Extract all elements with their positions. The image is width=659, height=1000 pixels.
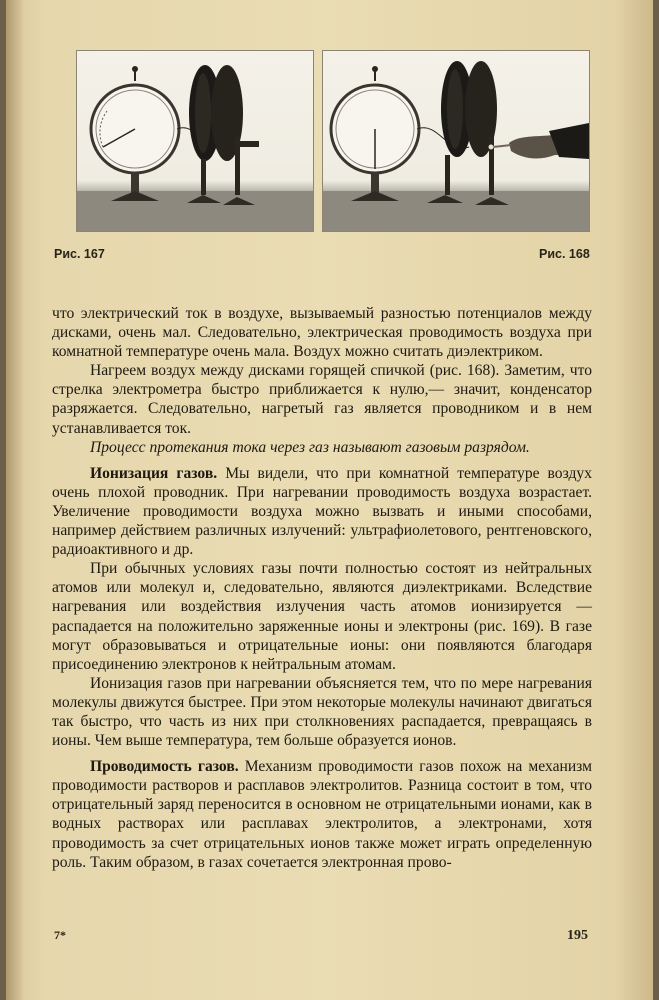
figure-168-caption: Рис. 168 [539,247,590,261]
figure-167-caption: Рис. 167 [54,247,105,261]
paragraph-ionization [52,464,592,559]
paragraph-conductivity [52,757,592,872]
document-page [6,0,653,1000]
ionization-text: Мы видели, что при комнатной температуре воздух очень плохой проводник. При нагревании проводимость воздуха возрастает. Увеличение проводимости воздуха можно вызвать и иными способами, например действием различных излучений: ультрафиолетового, рентгеновского, радиоактивного и др. [52,464,593,559]
figure-168-photo [322,50,590,232]
figure-167-photo [76,50,314,232]
electrometer-capacitor-illustration [77,51,313,231]
paragraph-heating-experiment: Нагреем воздух между дисками горящей спичкой (рис. 168). Заметим, что стрелка электрометра быстро приближается к нулю,— значит, конденсатор разряжается. Следовательно, нагретый газ является проводником и в нем устанавливается ток. [52,362,592,437]
conductivity-text: Механизм проводимости газов похож на механизм проводимости растворов и расплавов электролитов. Разница состоит в том, что отрицательный заряд переносится в основном не отрицательными ионами, как в водных растворах или расплавах электролитов, а электронами, хотя проводимость за счет отрицательных ионов также может играть определенную роль. Таким образом, в газах сочетается электронная прово- [52,758,592,871]
paragraph-continued: что электрический ток в воздухе, вызываемый разностью потенциалов между дисками, очень мал. Следовательно, электрическая проводимость воздуха при комнатной температуре очень мала. Воздух можно считать диэлектриком. [52,305,592,361]
electrometer-capacitor-heated-illustration [323,51,589,231]
heading-conductivity: Проводимость газов. [90,758,239,776]
heading-ionization: Ионизация газов. [90,464,218,482]
printer-signature: 7* [54,928,66,942]
page-number: 195 [567,928,588,943]
definition-gas-discharge: Процесс протекания тока через газ называют газовым разрядом. [90,438,530,456]
paragraph-heating-ionization: Ионизация газов при нагревании объясняется тем, что по мере нагревания молекулы движутся быстрее. При этом некоторые молекулы начинают двигаться так быстро, что часть из них при столкновениях распадается, превращаясь в ионы. Чем выше температура, тем больше образуется ионов. [52,674,592,750]
paragraph-neutral-atoms: При обычных условиях газы почти полностью состоят из нейтральных атомов или молекул и, следовательно, являются диэлектриками. Вследствие нагревания или воздействия излучения часть атомов ионизируется — распадается на положительно заряженные ионы и электроны (рис. 169). В газе могут образовываться и отрицательные ионы: они появляются благодаря присоединению электронов к нейтральным атомам. [52,560,592,673]
body-text [52,304,592,872]
